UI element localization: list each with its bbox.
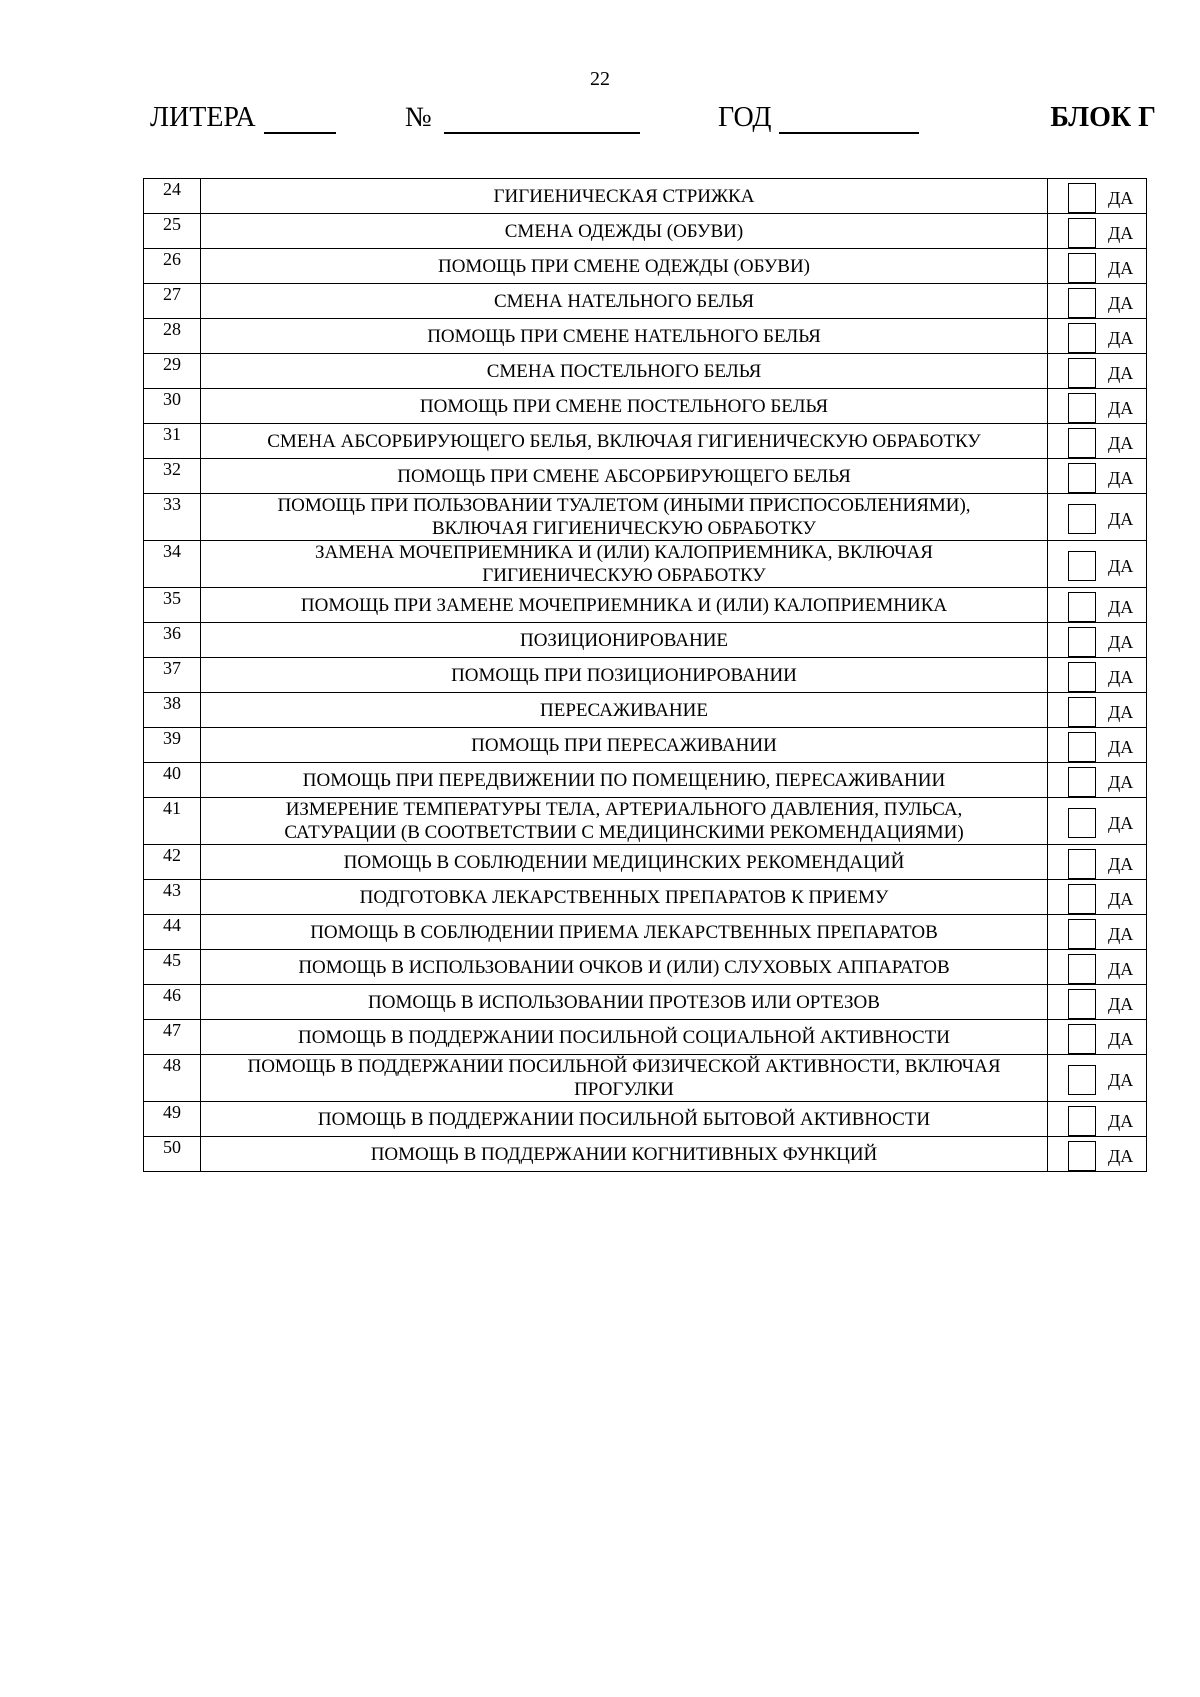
service-description: [201, 798, 1048, 845]
answer-cell: [1048, 985, 1147, 1020]
yes-label: ДА: [1108, 666, 1134, 687]
row-number: 41: [144, 798, 201, 845]
service-description: [201, 950, 1048, 985]
answer-group: [1048, 179, 1146, 213]
service-description: [201, 284, 1048, 319]
table-body: [144, 179, 1147, 1172]
page-number: 22: [590, 68, 610, 90]
yes-checkbox[interactable]: [1068, 767, 1096, 797]
form-header: [150, 102, 1156, 142]
yes-label: ДА: [1108, 362, 1134, 383]
answer-group: [1048, 354, 1146, 388]
yes-label: ДА: [1108, 993, 1134, 1014]
answer-cell: [1048, 693, 1147, 728]
answer-group: [1048, 1137, 1146, 1171]
answer-group: [1048, 284, 1146, 318]
row-number: 26: [144, 249, 201, 284]
table-row: [144, 424, 1147, 459]
service-description: [201, 1102, 1048, 1137]
row-number: 38: [144, 693, 201, 728]
service-description-line: ПОМОЩЬ В ПОДДЕРЖАНИИ ПОСИЛЬНОЙ СОЦИАЛЬНОЙ АКТИВНОСТИ: [297, 1026, 950, 1048]
yes-label: ДА: [1108, 812, 1134, 833]
yes-checkbox[interactable]: [1068, 808, 1096, 838]
service-description-line: ПЕРЕСАЖИВАНИЕ: [540, 699, 708, 721]
answer-group: [1048, 1102, 1146, 1136]
service-description-line: ПОМОЩЬ В ПОДДЕРЖАНИИ ПОСИЛЬНОЙ БЫТОВОЙ АКТИВНОСТИ: [317, 1108, 931, 1130]
table-row: [144, 845, 1147, 880]
row-number: 50: [144, 1137, 201, 1172]
row-number: 43: [144, 880, 201, 915]
yes-label: ДА: [1108, 596, 1134, 617]
row-number: 49: [144, 1102, 201, 1137]
answer-group: [1048, 1020, 1146, 1054]
yes-checkbox[interactable]: [1068, 551, 1096, 581]
yes-checkbox[interactable]: [1068, 288, 1096, 318]
answer-cell: [1048, 623, 1147, 658]
service-description: [201, 693, 1048, 728]
answer-group: [1048, 214, 1146, 248]
service-description: [201, 459, 1048, 494]
yes-label: ДА: [1108, 958, 1134, 979]
yes-label: ДА: [1108, 467, 1134, 488]
service-description: [201, 985, 1048, 1020]
answer-group: [1048, 845, 1146, 879]
service-description-line: СМЕНА ПОСТЕЛЬНОГО БЕЛЬЯ: [486, 360, 762, 382]
table-row: [144, 459, 1147, 494]
service-description-line: ПОМОЩЬ ПРИ СМЕНЕ ОДЕЖДЫ (ОБУВИ): [437, 255, 810, 277]
answer-group: [1048, 500, 1146, 534]
table-row: [144, 623, 1147, 658]
service-description-line: ПОМОЩЬ ПРИ СМЕНЕ АБСОРБИРУЮЩЕГО БЕЛЬЯ: [397, 465, 851, 487]
yes-label: ДА: [1108, 327, 1134, 348]
yes-label: ДА: [1108, 771, 1134, 792]
yes-checkbox[interactable]: [1068, 183, 1096, 213]
litera-input-line[interactable]: [264, 104, 336, 134]
row-number: 39: [144, 728, 201, 763]
table-row: [144, 319, 1147, 354]
table-row: [144, 494, 1147, 541]
answer-cell: [1048, 214, 1147, 249]
yes-label: ДА: [1108, 1069, 1134, 1090]
table-row: [144, 880, 1147, 915]
litera-label: ЛИТЕРА: [150, 102, 256, 133]
table-row: [144, 658, 1147, 693]
yes-label: ДА: [1108, 187, 1134, 208]
row-number: 40: [144, 763, 201, 798]
service-description-line: ПОМОЩЬ ПРИ СМЕНЕ ПОСТЕЛЬНОГО БЕЛЬЯ: [419, 395, 829, 417]
answer-cell: [1048, 763, 1147, 798]
yes-label: ДА: [1108, 853, 1134, 874]
answer-cell: [1048, 1102, 1147, 1137]
table-row: [144, 1020, 1147, 1055]
service-description-line: ПОМОЩЬ В ИСПОЛЬЗОВАНИИ ОЧКОВ И (ИЛИ) СЛУХОВЫХ АППАРАТОВ: [298, 956, 950, 978]
row-number: 44: [144, 915, 201, 950]
yes-label: ДА: [1108, 222, 1134, 243]
table-row: [144, 541, 1147, 588]
yes-label: ДА: [1108, 432, 1134, 453]
answer-group: [1048, 693, 1146, 727]
service-description-line: ПОМОЩЬ В СОБЛЮДЕНИИ ПРИЕМА ЛЕКАРСТВЕННЫХ ПРЕПАРАТОВ: [310, 921, 938, 943]
row-number: 47: [144, 1020, 201, 1055]
yes-label: ДА: [1108, 1028, 1134, 1049]
litera-field: [150, 102, 336, 134]
year-label: ГОД: [718, 102, 772, 133]
row-number: 25: [144, 214, 201, 249]
yes-checkbox[interactable]: [1068, 504, 1096, 534]
answer-cell: [1048, 1020, 1147, 1055]
answer-group: [1048, 915, 1146, 949]
service-description-line: ПОМОЩЬ ПРИ СМЕНЕ НАТЕЛЬНОГО БЕЛЬЯ: [427, 325, 821, 347]
row-number: 24: [144, 179, 201, 214]
answer-group: [1048, 950, 1146, 984]
answer-group: [1048, 658, 1146, 692]
table-row: [144, 985, 1147, 1020]
row-number: 33: [144, 494, 201, 541]
yes-checkbox[interactable]: [1068, 463, 1096, 493]
row-number: 31: [144, 424, 201, 459]
yes-label: ДА: [1108, 736, 1134, 757]
table-row: [144, 915, 1147, 950]
block-label: БЛОК Г: [1050, 102, 1156, 133]
service-description: [201, 623, 1048, 658]
yes-label: ДА: [1108, 508, 1134, 529]
service-description: [201, 424, 1048, 459]
service-description-line: ПОЗИЦИОНИРОВАНИЕ: [519, 629, 729, 651]
answer-group: [1048, 728, 1146, 762]
answer-cell: [1048, 1055, 1147, 1102]
table-row: [144, 693, 1147, 728]
number-label: №: [405, 102, 432, 133]
service-description-line: ГИГИЕНИЧЕСКУЮ ОБРАБОТКУ: [482, 565, 766, 586]
year-input-line[interactable]: [779, 104, 919, 134]
table-row: [144, 249, 1147, 284]
yes-checkbox[interactable]: [1068, 662, 1096, 692]
answer-cell: [1048, 588, 1147, 623]
yes-label: ДА: [1108, 292, 1134, 313]
answer-group: [1048, 424, 1146, 458]
row-number: 35: [144, 588, 201, 623]
row-number: 45: [144, 950, 201, 985]
yes-checkbox[interactable]: [1068, 919, 1096, 949]
yes-checkbox[interactable]: [1068, 989, 1096, 1019]
service-description: [201, 763, 1048, 798]
service-description: [201, 1020, 1048, 1055]
yes-checkbox[interactable]: [1068, 732, 1096, 762]
answer-cell: [1048, 494, 1147, 541]
yes-label: ДА: [1108, 257, 1134, 278]
service-description-line: ИЗМЕРЕНИЕ ТЕМПЕРАТУРЫ ТЕЛА, АРТЕРИАЛЬНОГО ДАВЛЕНИЯ, ПУЛЬСА,: [285, 799, 963, 820]
service-description: [201, 728, 1048, 763]
yes-checkbox[interactable]: [1068, 954, 1096, 984]
answer-cell: [1048, 179, 1147, 214]
answer-cell: [1048, 728, 1147, 763]
service-description-line: ПОМОЩЬ ПРИ ПОЛЬЗОВАНИИ ТУАЛЕТОМ (ИНЫМИ ПРИСПОСОБЛЕНИЯМИ),: [277, 495, 971, 516]
table-row: [144, 950, 1147, 985]
answer-group: [1048, 547, 1146, 581]
yes-checkbox[interactable]: [1068, 1141, 1096, 1171]
table-row: [144, 179, 1147, 214]
row-number: 27: [144, 284, 201, 319]
yes-checkbox[interactable]: [1068, 592, 1096, 622]
answer-group: [1048, 1061, 1146, 1095]
row-number: 42: [144, 845, 201, 880]
answer-group: [1048, 763, 1146, 797]
answer-cell: [1048, 798, 1147, 845]
answer-cell: [1048, 354, 1147, 389]
answer-cell: [1048, 249, 1147, 284]
answer-group: [1048, 588, 1146, 622]
year-field: [718, 102, 919, 134]
service-description: [201, 249, 1048, 284]
answer-group: [1048, 389, 1146, 423]
table-row: [144, 728, 1147, 763]
yes-checkbox[interactable]: [1068, 627, 1096, 657]
service-description-line: ПОМОЩЬ ПРИ ЗАМЕНЕ МОЧЕПРИЕМНИКА И (ИЛИ) КАЛОПРИЕМНИКА: [300, 594, 948, 616]
service-description-line: СМЕНА АБСОРБИРУЮЩЕГО БЕЛЬЯ, ВКЛЮЧАЯ ГИГИЕНИЧЕСКУЮ ОБРАБОТКУ: [267, 430, 981, 452]
service-description-line: ЗАМЕНА МОЧЕПРИЕМНИКА И (ИЛИ) КАЛОПРИЕМНИКА, ВКЛЮЧАЯ: [315, 542, 933, 563]
yes-label: ДА: [1108, 888, 1134, 909]
table-row: [144, 1137, 1147, 1172]
service-description: [201, 915, 1048, 950]
yes-checkbox[interactable]: [1068, 697, 1096, 727]
service-description: [201, 389, 1048, 424]
row-number: 34: [144, 541, 201, 588]
yes-checkbox[interactable]: [1068, 393, 1096, 423]
table-row: [144, 389, 1147, 424]
table-row: [144, 354, 1147, 389]
service-description-line: ПОМОЩЬ ПРИ ПОЗИЦИОНИРОВАНИИ: [451, 664, 797, 686]
answer-cell: [1048, 459, 1147, 494]
answer-cell: [1048, 950, 1147, 985]
number-input-line[interactable]: [444, 104, 640, 134]
row-number: 48: [144, 1055, 201, 1102]
service-description: [201, 845, 1048, 880]
yes-label: ДА: [1108, 1110, 1134, 1131]
answer-cell: [1048, 658, 1147, 693]
answer-group: [1048, 459, 1146, 493]
answer-cell: [1048, 389, 1147, 424]
service-description-line: ПОМОЩЬ ПРИ ПЕРЕСАЖИВАНИИ: [471, 734, 777, 756]
yes-checkbox[interactable]: [1068, 218, 1096, 248]
yes-label: ДА: [1108, 923, 1134, 944]
yes-checkbox[interactable]: [1068, 323, 1096, 353]
yes-label: ДА: [1108, 701, 1134, 722]
answer-group: [1048, 985, 1146, 1019]
service-description: [201, 588, 1048, 623]
service-description: [201, 179, 1048, 214]
table-row: [144, 588, 1147, 623]
answer-cell: [1048, 424, 1147, 459]
table-row: [144, 214, 1147, 249]
service-description: [201, 658, 1048, 693]
answer-cell: [1048, 319, 1147, 354]
table-row: [144, 284, 1147, 319]
answer-group: [1048, 249, 1146, 283]
yes-checkbox[interactable]: [1068, 358, 1096, 388]
yes-label: ДА: [1108, 1145, 1134, 1166]
answer-group: [1048, 804, 1146, 838]
yes-checkbox[interactable]: [1068, 1065, 1096, 1095]
row-number: 29: [144, 354, 201, 389]
service-description: [201, 214, 1048, 249]
service-description: [201, 494, 1048, 541]
answer-cell: [1048, 541, 1147, 588]
service-description: [201, 354, 1048, 389]
service-description: [201, 319, 1048, 354]
service-description-line: САТУРАЦИИ (В СООТВЕТСТВИИ С МЕДИЦИНСКИМИ РЕКОМЕНДАЦИЯМИ): [284, 822, 964, 843]
yes-checkbox[interactable]: [1068, 428, 1096, 458]
table-row: [144, 1055, 1147, 1102]
row-number: 36: [144, 623, 201, 658]
service-description-line: СМЕНА НАТЕЛЬНОГО БЕЛЬЯ: [493, 290, 755, 312]
table-row: [144, 763, 1147, 798]
yes-label: ДА: [1108, 397, 1134, 418]
answer-cell: [1048, 915, 1147, 950]
yes-label: ДА: [1108, 631, 1134, 652]
service-description-line: СМЕНА ОДЕЖДЫ (ОБУВИ): [504, 220, 744, 242]
care-services-table: [143, 178, 1147, 1172]
service-description: [201, 1137, 1048, 1172]
yes-checkbox[interactable]: [1068, 849, 1096, 879]
answer-cell: [1048, 845, 1147, 880]
row-number: 30: [144, 389, 201, 424]
yes-checkbox[interactable]: [1068, 1106, 1096, 1136]
service-description-line: ПОМОЩЬ В ПОДДЕРЖАНИИ КОГНИТИВНЫХ ФУНКЦИЙ: [370, 1143, 878, 1165]
table-row: [144, 798, 1147, 845]
service-description-line: ПОМОЩЬ В СОБЛЮДЕНИИ МЕДИЦИНСКИХ РЕКОМЕНДАЦИЙ: [343, 851, 905, 873]
service-description-line: ПОМОЩЬ В ИСПОЛЬЗОВАНИИ ПРОТЕЗОВ ИЛИ ОРТЕЗОВ: [368, 991, 880, 1013]
yes-checkbox[interactable]: [1068, 1024, 1096, 1054]
row-number: 37: [144, 658, 201, 693]
number-field: [405, 102, 640, 134]
yes-checkbox[interactable]: [1068, 884, 1096, 914]
answer-cell: [1048, 880, 1147, 915]
service-description-line: ПОМОЩЬ ПРИ ПЕРЕДВИЖЕНИИ ПО ПОМЕЩЕНИЮ, ПЕРЕСАЖИВАНИИ: [302, 769, 946, 791]
service-description-line: ГИГИЕНИЧЕСКАЯ СТРИЖКА: [493, 185, 755, 207]
service-description-line: ПОМОЩЬ В ПОДДЕРЖАНИИ ПОСИЛЬНОЙ ФИЗИЧЕСКОЙ АКТИВНОСТИ, ВКЛЮЧАЯ: [247, 1056, 1001, 1077]
row-number: 32: [144, 459, 201, 494]
row-number: 46: [144, 985, 201, 1020]
service-description: [201, 541, 1048, 588]
row-number: 28: [144, 319, 201, 354]
answer-cell: [1048, 284, 1147, 319]
service-description: [201, 1055, 1048, 1102]
answer-cell: [1048, 1137, 1147, 1172]
service-description: [201, 880, 1048, 915]
yes-checkbox[interactable]: [1068, 253, 1096, 283]
table-row: [144, 1102, 1147, 1137]
service-description-line: ПОДГОТОВКА ЛЕКАРСТВЕННЫХ ПРЕПАРАТОВ К ПРИЕМУ: [359, 886, 889, 908]
service-description-line: ВКЛЮЧАЯ ГИГИЕНИЧЕСКУЮ ОБРАБОТКУ: [432, 518, 816, 539]
answer-group: [1048, 623, 1146, 657]
answer-group: [1048, 319, 1146, 353]
answer-group: [1048, 880, 1146, 914]
service-description-line: ПРОГУЛКИ: [574, 1079, 674, 1100]
yes-label: ДА: [1108, 555, 1134, 576]
